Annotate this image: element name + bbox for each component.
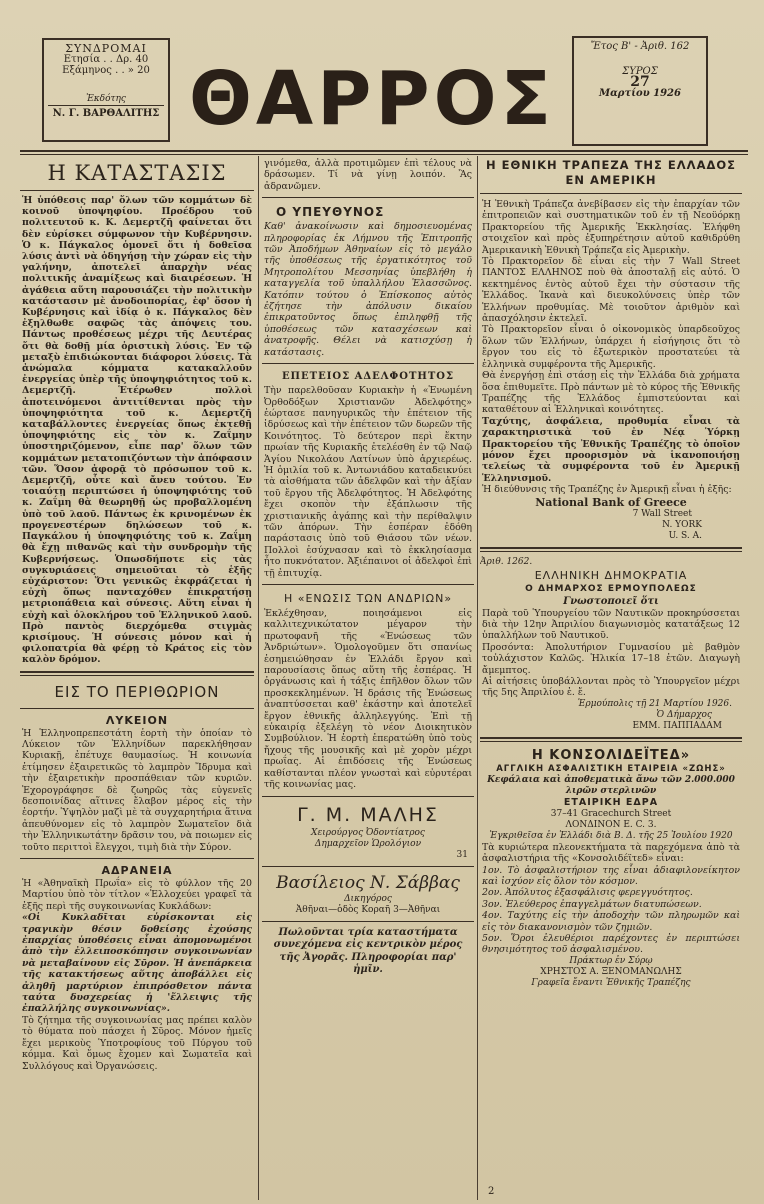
insurance-heading: Η ΚΟΝΣΟΛΙΔΕΪΤΕΔ»	[531, 747, 691, 763]
notice-date: Ἑρμούπολις τῇ 21 Μαρτίου 1926.	[577, 698, 732, 709]
lyceum-body: Ἡ Ἑλληνοπρεπεστάτη ἑορτὴ τὴν ὁποίαν τὸ Λύκειον τῶν Ἑλληνίδων παρεκλήθησαν Κυριακῇ, ἐπέτυχε θαυμασίως. Ἡ κοινωνία ἐτίμησεν ἐξαιρετικῶς τὸ λαμπρὸν Ἴδρυμα καὶ τὴν ἐξαιρετικὴν προσπάθειαν τῶν κυριῶν. Ἐχορογράφησε δὲ ζωηρῶς τὰς εὐγενεῖς δεσποινίδας αἵτινες ἔλαβον μέρος εἰς τὴν ἑορτήν. Ὑψηλὸν μαζὶ μὲ τὰ συγχαρητήρια ἅτινα ἀπευθύνομεν εἰς τὸ λαμπρὸν Σωματεῖον διὰ τὴν Ἑλληνικωτάτην δρᾶσιν του, νὰ ποιωμεν εἰς τοῦτο περιττοὶ ἔλεγχοι, τιμὴ διὰ τὴν Σύρον.	[22, 727, 252, 853]
rule-6	[262, 921, 474, 922]
notice-heading: ΕΛΛΗΝΙΚΗ ΔΗΜΟΚΡΑΤΙΑ	[534, 568, 688, 582]
column-2	[262, 158, 474, 1198]
article-heading-situation: Η ΚΑΤΑΣΤΑΣΙΣ	[47, 161, 227, 185]
notice-body-3: Αἱ αἰτήσεις ὑποβάλλονται πρὸς τὸ Ὑπουργεῖον μέχρι τῆς 5ης Ἀπριλίου ἐ. ἔ.	[482, 676, 740, 699]
publisher-label: Ἐκδότης	[86, 94, 126, 104]
notice-body-2: Προσόντα: Ἀπολυτήριον Γυμνασίου μὲ βαθμὸν τοὐλάχιστον Καλῶς. Ἡλικία 17–18 ἐτῶν. Διαγωγὴ ἄμεμπτος.	[482, 641, 740, 676]
article-body-anniversary: Τὴν παρελθοῦσαν Κυριακὴν ἡ «Ἑνωμένη Ὀρθοδόξων Χριστιανῶν Ἀδελφότης» ἐώρτασε πανηγυρικῶς τὴν ἐπέτειον τῆς ἱδρύσεως καὶ τὴν ἐπέτειον τῶν δωρεῶν τῆς Κοινότητος. Τὸ δεύτερον περὶ ἕκτην πρωίαν τῆς Κυριακῆς ἐτελέσθη ἐν τῷ Ναῷ Ἁγίου Νικολάου Λατίνων ὑπὸ ἀρχιερέως. Ἡ ὁμιλία τοῦ κ. Ἀντωνιάδου καταδεικνύει τὰ αἰσθήματα τῶν ἀδελφῶν καὶ τὴν ἀξίαν τοῦ ἔργου τῆς Ἀδελφότητος. Ἡ Ἀδελφότης ἔχει σκοπὸν τὴν ἐξάπλωσιν τῆς χριστιανικῆς ἀγάπης καὶ τὴν περίθαλψιν τῶν ἀπόρων. Τὴν ἑσπέραν ἐδόθη παράστασις ὑπὸ τοῦ Θιάσου τῶν νέων. Πολλοὶ ἐσύχνασαν καὶ τὸ ἐκκλησίασμα ἦτο πυκνότατον. Ἀξιέπαινοι οἱ ἀδελφοὶ ἐπὶ τῇ ἐπιτυχίᾳ.	[264, 385, 472, 579]
ad-dentist-number: 31	[456, 849, 468, 860]
issue-box	[572, 36, 708, 146]
notice-number: Ἀριθ. 1262.	[480, 556, 533, 567]
section-rule	[20, 671, 254, 676]
rule-3	[262, 584, 474, 585]
notice-mayor-name: ΕΜΜ. ΠΑΠΠΑΔΑΜ	[632, 720, 722, 731]
bank-body-5: Ταχύτης, ἀσφάλεια, προθυμία εἶναι τὰ χαρακτηριστικὰ τοῦ ἐν Νέᾳ Ὑόρκῃ Πρακτορείου τῆς Ἐθνικῆς Τραπέζης τὸ ὁποῖον μόνον ἔχει προορισμὸν νὰ ἱκανοποιήσῃ τελείως τὰ συμφέροντα τοῦ ἐν Ἀμερικῇ Ἑλληνισμοῦ.	[482, 415, 740, 484]
inertia-quote: «Οἱ Κυκλαδῖται εὑρίσκονται εἰς τραγικὴν θέσιν δοθείσης ἐχούσης ἐπαρχίας ὑποθέσεις εἶναι ἀπομονωμένοι ἀπὸ τὴν ἐλλειποσκόπησιν συγκοινωνίαν νὰ μεταβαίνουν εἰς Σῦρον. Ἡ ἀνεπάρκεια τῆς κατακτήσεως αὕτης ἀποβάλλει εἰς ἀληθῆ μαρτύριον ἐπιπρόσθετον πάντα ταύτα δυσχερείας ἡ 'ἔλλειψις τῆς ἐπαλλήλης συγκοινωνίας».	[22, 912, 252, 1015]
subheading-inertia: ΑΔΡΑΝΕΙΑ	[101, 864, 173, 877]
insurance-point-4: 4ον. Ταχύτης εἰς τὴν ἀποδοχὴν τῶν πληρωμῶν καὶ εἰς τὸν διακανονισμὸν τῶν ζημιῶν.	[482, 910, 740, 933]
insurance-hq-label: ΕΤΑΙΡΙΚΗ ΕΔΡΑ	[563, 796, 659, 808]
column-divider-1	[258, 156, 259, 1200]
rule-democracy	[480, 547, 742, 552]
subheading-lyceum: ΛΥΚΕΙΟΝ	[105, 713, 169, 727]
page-number: 2	[488, 1186, 495, 1197]
publisher-name: Ν. Γ. ΒΑΡΘΑΛΙΤΗΣ	[48, 105, 164, 119]
bank-address-2: 7 Wall Street	[632, 508, 692, 519]
issue-year: Ἔτος Β' - Ἀριθ. 162	[590, 41, 690, 52]
heading-rule	[20, 190, 254, 191]
rule-5	[262, 866, 474, 867]
rule-2	[262, 363, 474, 364]
masthead-rule-thin	[20, 154, 748, 155]
bank-address-3: N. YORK	[662, 519, 702, 530]
ad-shops-sale: Πωλοῦνται τρία καταστήματα συνεχόμενα εἰς κεντρικὸν μέρος τῆς Ἀγορᾶς. Πληροφορίαι παρ' ἡμῖν.	[273, 926, 463, 975]
section-heading-margin: ΕΙΣ ΤΟ ΠΕΡΙΘΩΡΙΟΝ	[54, 682, 220, 701]
notice-mayor-title: Ὁ Δήμαρχος	[656, 709, 712, 720]
bank-body-6: Ἡ διεύθυνσις τῆς Τραπέζης ἐν Ἀμερικῇ εἶναι ἡ ἑξῆς:	[482, 484, 732, 496]
notice-announces: Γνωστοποιεῖ ὅτι	[563, 595, 659, 607]
article-body-union: Ἐκλέχθησαν, ποιησάμενοι εἰς καλλιτεχνικώτατον μέγαρον τὴν πρωτοφανῆ τῆς «Ἑνώσεως τῶν Ἀνδριώτων». Ὁμολογοῦμεν ὅτι σπανίως ἐσημειώθησαν ἐν Ἑλλάδι ἔργον καὶ παρουσίασις ὅπως αὕτη τῆς ἑσπέρας. Ἡ ὀργάνωσις καὶ ἡ τάξις ἐπῆλθον ὅλων τῶν προσκεκλημένων. Ἡ δράσις τῆς Ἑνώσεως ἀναπτύσσεται καθ' ἑκάστην καὶ ἀποτελεῖ ἔργον ἐθνικῆς ἀλληλεγγύης. Ἐπὶ τῇ εὐκαιρίᾳ ἐξελέγη τὸ νέον Διοικητικὸν Συμβούλιον. Ἡ ἑορτὴ ἐπερατώθη ὑπὸ τοὺς ἤχους τῆς μουσικῆς καὶ μὲ χορὸν μέχρι πρωΐας. Αἱ ἐπιδόσεις τῆς Ἑνώσεως καθίστανται πλέον γνωσταὶ καὶ εὐρυτέραι τῆς κοινωνίας μας.	[264, 608, 472, 791]
bank-body-4: Θὰ ἐνεργήσῃ ἐπὶ στάσῃ εἰς τὴν Ἑλλάδα διὰ χρήματα ὅσα ἐπιθυμεῖτε. Πρὸ πάντων μὲ τὸ κύρος τῆς Ἐθνικῆς Τραπέζης τῆς Ἑλλάδος ἐμπιστεύονται καὶ καταθέτουν αἱ Ἑλληνικαὶ κοινότητες.	[482, 370, 740, 416]
issue-day: 27	[630, 74, 650, 90]
agent-office: Γραφεῖα ἔναντι Ἐθνικῆς Τραπέζης	[531, 977, 691, 988]
ad-dentist-title: Χειρούργος Ὀδοντίατρος	[311, 827, 425, 838]
rule-4	[262, 796, 474, 797]
column-1	[20, 158, 254, 1198]
ad-dentist-address: Δημαρχεῖον Ὡρολόγιον	[314, 838, 422, 849]
notice-body-1: Παρὰ τοῦ Ὑπουργείου τῶν Ναυτικῶν προκηρύσσεται διὰ τὴν 12ην Ἀπριλίου διαγωνισμὸς κατατάξεως 12 ὑπαλλήλων τοῦ Ναυτικοῦ.	[482, 607, 740, 642]
masthead-rule	[20, 150, 748, 152]
rule-1	[262, 197, 474, 198]
insurance-point-2: 2ον. Ἀπόλυτος ἐξασφάλισις φερεγγυότητος.	[482, 887, 693, 899]
notice-subheading: Ο ΔΗΜΑΡΧΟΣ ΕΡΜΟΥΠΟΛΕΩΣ	[525, 583, 697, 594]
ad-lawyer-name: Βασίλειος Ν. Σάββας	[276, 872, 460, 893]
insurance-point-1: 1ον. Τὸ ἀσφαλιστήριον της εἶναι ἀδιαφιλονείκητον καὶ ἰσχύον εἰς ὅλον τὸν κόσμον.	[482, 864, 740, 888]
bank-address-1: National Bank of Greece	[535, 495, 687, 509]
column-3	[480, 158, 742, 1198]
bank-address-4: U. S. A.	[668, 530, 702, 541]
subscription-semiannual: Εξάμηνος . . » 20	[62, 65, 150, 76]
issue-date: Μαρτίου 1926	[599, 88, 681, 99]
lyceum-rule	[20, 858, 254, 859]
subscription-heading: ΣΥΝΔΡΟΜΑΙ	[65, 42, 147, 55]
subscription-annual: Ετησία . . Δρ. 40	[63, 54, 149, 65]
bank-body-3: Τὸ Πρακτορεῖον εἶναι ὁ οἰκονομικὸς ὑπαρδεοῦχος ὅλων τῶν Ἑλλήνων, ὑπάρχει ἡ εἰσήγησις ὅτι τὸ ἔργον του εἰς τὸ ἐξωτερικὸν προστατεύει τὰ ἑλληνικὰ συμφέροντα τῆς Ἀμερικῆς.	[482, 324, 740, 370]
bank-body-1: Ἡ Ἐθνικὴ Τράπεζα ἀνεβίβασεν εἰς τὴν ἐπαρχίαν τῶν ἐπιτροπειῶν καὶ συστηματικῶν τοῦ ἐν τῇ Νεοϋόρκῃ Πρακτορείου τῆς Ἀμερικῆς Ἐκκλησίας. Ἐλήφθη στοιχεῖον καὶ πρὸς ἐξυπηρέτησιν αὐτοῦ καθιδρύθη Ἀμερικανικὴ Ἐθνικὴ Τράπεζα εἰς Ἀμερικὴν.	[482, 199, 740, 256]
rule-bank	[480, 193, 742, 194]
subscription-box	[42, 38, 170, 142]
section-rule-thin	[20, 708, 254, 709]
continued-text: γινόμεθα, ἀλλὰ προτιμῶμεν ἐπὶ τέλους νὰ δράσωμεν. Τί νὰ γίνῃ λοιπόν. Ἂς ἀδρανῶμεν.	[264, 158, 472, 192]
article-heading-responsible: Ο ΥΠΕΥΘΥΝΟΣ	[276, 205, 385, 220]
insurance-hq-city: ΛΟΝΔΙΝΟΝ Ε. C. 3.	[565, 819, 657, 830]
ad-lawyer-address: Ἀθῆναι—ὁδὸς Κοραῆ 3—Ἀθῆναι	[295, 904, 441, 915]
insurance-point-5: 5ον. Ὅροι ἐλευθέριοι παρέχοντες ἐν περιπτώσει θνησιμότητος τοῦ ἀσφαλισμένου.	[482, 933, 740, 956]
insurance-hq-street: 37–41 Gracechurch Street	[550, 808, 672, 819]
rule-insurance	[480, 737, 742, 742]
inertia-body: Ἡ «Ἀθηναϊκὴ Πρωΐα» εἰς τὸ φύλλον τῆς 20 Μαρτίου ὑπὸ τὸν τίτλον «Ἐλλοχεύει γραφεῖ τὰ ἑξῆς περὶ τῆς συγκοινωνίας Κυκλάδων:	[22, 878, 252, 912]
insurance-approval: Ἐγκριθεῖσα ἐν Ἑλλάδι διὰ Β. Δ. τῆς 25 Ἰουλίου 1920	[489, 830, 733, 841]
ad-lawyer-title: Δικηγόρος	[344, 893, 392, 904]
newspaper-title: ΘΑΡΡΟΣ	[188, 56, 556, 142]
agent-name: ΧΡΗΣΤΟΣ Α. ΞΕΝΟΜΑΝΩΛΗΣ	[540, 966, 682, 977]
inertia-tail: Τὸ ζήτημα τῆς συγκοινωνίας μας πρέπει καλὸν τὸ θύματα ποὺ πάσχει ἡ Σῦρος. Μόνον ἡμεῖς ἔχει μερικοὺς Ὑποτροφίους τοῦ Πύργου τοῦ κόμμα. Καὶ ὅμως ἔχομεν καὶ Σωματεῖα καὶ Συλλόγους καὶ Ὀργανώσεις.	[22, 1014, 252, 1072]
issue-city: ΣΥΡΟΣ	[622, 66, 658, 77]
article-heading-union: Η «ΕΝΩΣΙΣ ΤΩΝ ΑΝΔΡΙΩΝ»	[283, 592, 453, 605]
article-body-responsible: Καθ' ἀνακοίνωσιν καὶ δημοσιευομένας πληροφορίας ἐκ Λήμνου τῆς Ἐπιτροπῆς τῶν Ἀποδήμων Ἀθηναίων εἰς τὸ μεγάλο τῆς ὑποθέσεως τῆς ἐργατικότητος τοῦ Μητροπολίτου Μεσσηνίας ὑπεβλήθη ἡ καταγγελία τοῦ ὑπαλλήλου Ἐλασσῶνος. Κατόπιν τούτου ὁ Ἐπίσκοπος αὐτὸς ἐζήτησε τὴν ἀπόλυσιν δικαίου ἐπικρατοῦντος ὅπως ἐπιληφθῇ τῆς ὑποθέσεως τῶν κατασχέσεων καὶ ἀνατροφῆς. Θέλει νὰ κατισχύσῃ ἡ κατάστασις.	[264, 221, 472, 358]
bank-body-2: Τὸ Πρακτορεῖον δὲ εἶναι εἰς τὴν 7 Wall Street ΠΑΝΤΟΣ ΕΛΛΗΝΟΣ ποὺ θὰ ἀποσταλῇ εἰς αὐτό. Ὁ κεκτημένος ἐντὸς αὐτοῦ ἔχει τὴν σύστασιν τῆς Ἑλλάδος. Ἱκανὰ καὶ διευκολύνσεις ὑπὲρ τῶν Ἑλλήνων προθυμίας. Μὲ τοιοῦτον ἀριθμὸν καὶ ἀπασχόλησιν ἐκτελεῖ.	[482, 256, 740, 325]
column-divider-2	[477, 156, 478, 1200]
insurance-point-3: 3ον. Ἐλεύθερος ἐπαγγελμάτων διατυπώσεων.	[482, 898, 702, 910]
insurance-company: ΑΓΓΛΙΚΗ ΑΣΦΑΛΙΣΤΙΚΗ ΕΤΑΙΡΕΙΑ «ΖΩΗΣ»	[496, 763, 726, 774]
agent-label: Πράκτωρ ἐν Σύρῳ	[569, 955, 653, 966]
article-heading-national-bank: Η ΕΘΝΙΚΗ ΤΡΑΠΕΖΑ ΤΗΣ ΕΛΛΑΔΟΣ ΕΝ ΑΜΕΡΙΚΗ	[485, 158, 736, 187]
article-body-situation: Ἡ ὑπόθεσις παρ' ὅλων τῶν κομμάτων δὲ κοινοῦ ὑποψηφίου. Προέδρου τοῦ πολιτευτοῦ κ. Κ. Δεμερτζῆ φαίνεται ὅτι δὲν εὑρίσκει σύμφωνον τὴν Κυβέρνησιν. Ὁ κ. Πάγκαλος ὁμονεῖ ὅτι ἡ δοθεῖσα λύσις ἀντὶ νὰ ὁδηγήσῃ τὴν χώραν εἰς τὴν γαλήνην, ἀποτελεῖ ἀπαρχὴν νέας πολιτικῆς ἀναμίξεως καὶ διαιρέσεων. Ἡ ἀγάθεια αὕτη παρουσιάζει τὴν πολιτικὴν κατάστασιν μὲ ἀνοδοιπορίας, ἐφ' ὅσον ἡ Κυβέρνησις καὶ ἰδίᾳ ὁ κ. Πάγκαλος δὲν ἐξηλθωθε σαφῶς τὰς ἀπόψεις του. Πάντως προθέσεως μέχρι τῆς Δευτέρας ὅτι θὰ δοθῇ μία ὁριστικὴ λύσις. Ἐν τῷ μεταξὺ ἐπιδιώκονται διάφοροι λύσεις. Τὰ ἀνώμαλα κόμματα κατακαλλοῦν ἐνεργείας ὑπὲρ τῆς ὑποψηφιότητος τοῦ κ. Δεμερτζῆ. Ἑτέρωθεν πολλοὶ ἀποτεινόμενοι ἀντιτίθενται πρὸς τὴν ὑποψηφιότητα τοῦ κ. Δεμερτζῆ καταβάλλοντες ἐνεργείας ὅπως ἐκτεθῇ ὑποψηφιότης εἰς τὸν κ. Ζαΐμην ὑποστηριζόμενον, εἶπε παρ' ὅλων τῶν κομμάτων μετατοπιζόντων τὴν ἀπόφασιν τῶν. Ὅσον ἀφορᾷ τὸ πρόσωπον τοῦ κ. Δεμερτζῆ, οὗτε καὶ ἄνευ τούτου. Ἐν τοιαύτῃ περιπτώσει ἡ ὑποψηφιότης τοῦ κ. Ζαΐμη θὰ θεωρηθῇ ὡς προβαλλομένη ὑπὸ τοῦ λαοῦ. Πάντως ἐκ κρινομένων ἐκ προγενεστέρων δηλώσεων τοῦ κ. Παγκάλου ἡ ὑποψηφιότης τοῦ κ. Ζαΐμη θὰ ἔχῃ πιθανῶς καὶ τὴν συνδρομὴν τῆς Κυβερνήσεως. Ὁπωσδήποτε εἰς τὰς συγκυριάσεις σημειοῦται τὸ ἑξῆς εὐχάριστον: Ὅτι γενικῶς ἐκφράζεται ἡ εὐχὴ ὅπως πανταχόθεν ἐπικρατήσῃ μετριοπάθεια καὶ σύνεσις. Αὕτη εἶναι ἡ εὐχὴ καὶ ὁλοκλήρου τοῦ Ἑλληνικοῦ λαοῦ. Πρὸ παντὸς διερχόμεθα στιγμὰς κρισίμους. Ἡ σύνεσις μόνον καὶ ἡ φιλοπατρία θὰ φέρῃ τὸ Κράτος εἰς τὸν καλὸν δρόμον.	[22, 195, 252, 666]
article-heading-anniversary: ΕΠΕΤΕΙΟΣ ΑΔΕΛΦΟΤΗΤΟΣ	[281, 371, 455, 383]
insurance-body: Τὰ κυριώτερα πλεονεκτήματα τὰ παρεχόμενα ἀπὸ τὰ ἀσφαλιστήρια τῆς «Κονσολιδέϊτεδ» εἶναι:	[482, 841, 740, 865]
ad-dentist-name: Γ. Μ. ΜΑΛΗΣ	[297, 803, 439, 826]
insurance-capital: Κεφάλαια καὶ ἀποθεματικὰ ἄνω τῶν 2.000.000 λιρῶν στερλινῶν	[487, 774, 735, 796]
